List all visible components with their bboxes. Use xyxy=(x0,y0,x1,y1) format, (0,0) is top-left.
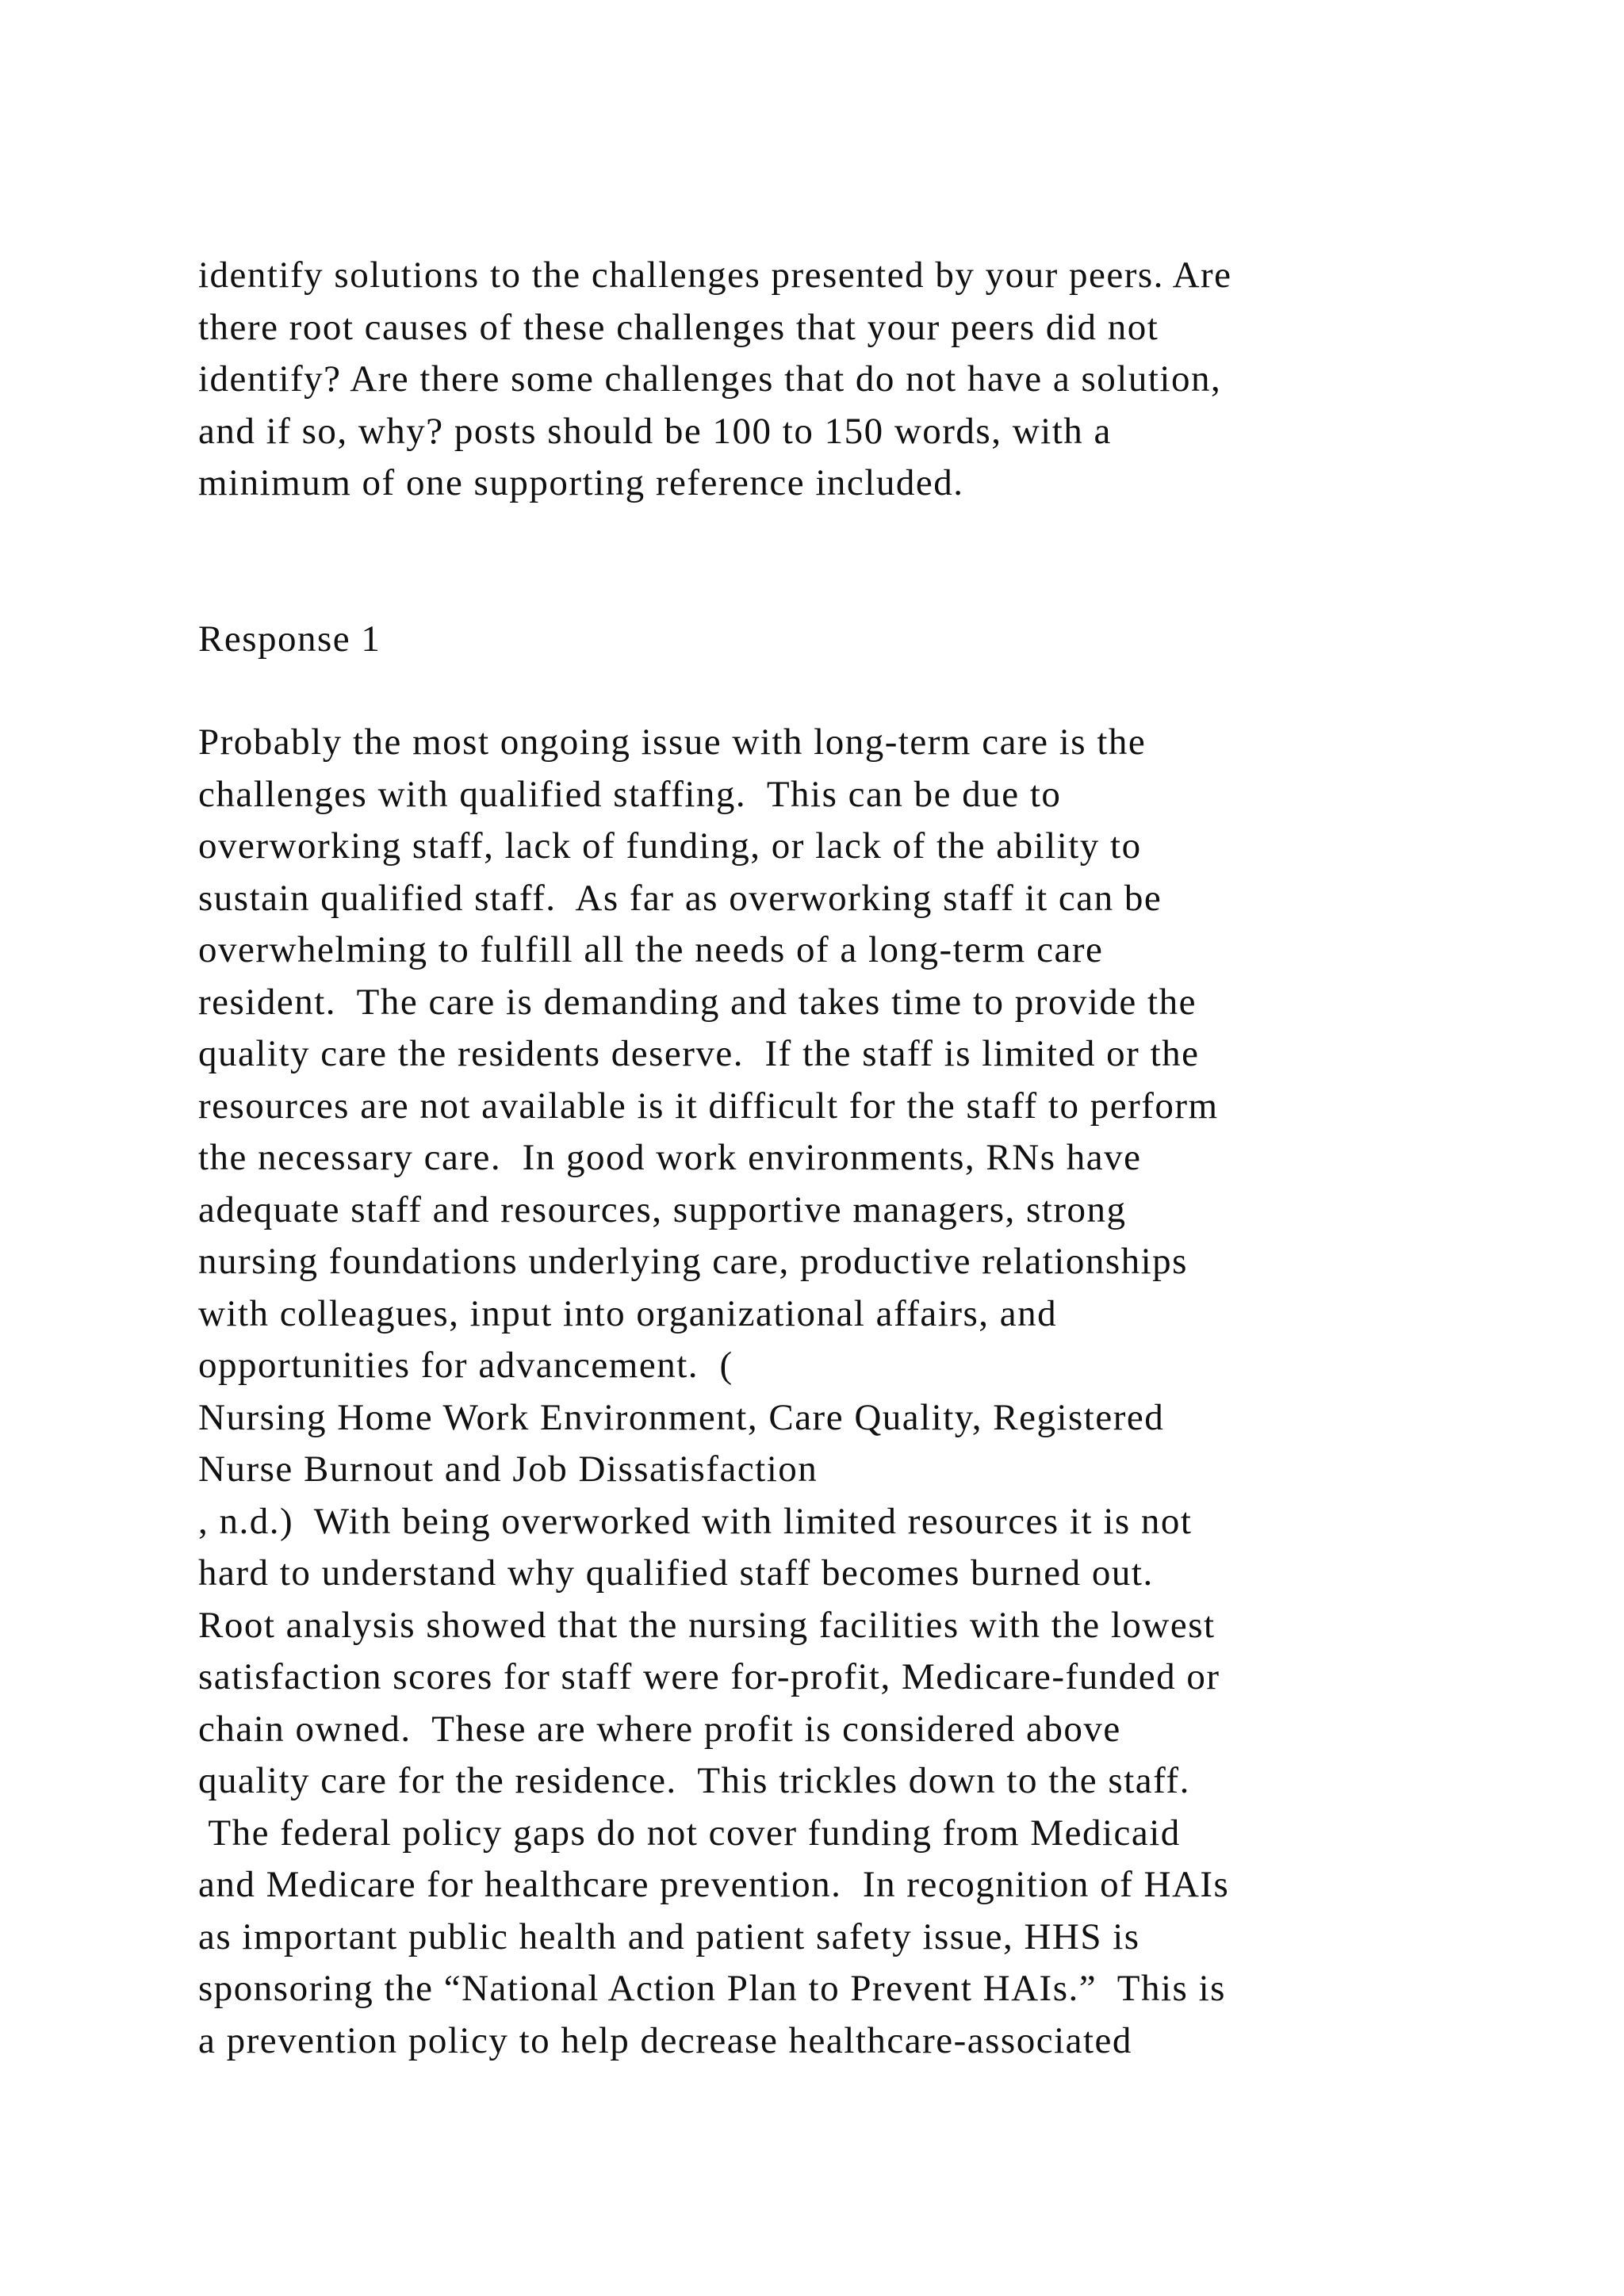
text-line: quality care the residents deserve. If the staff is limited or the xyxy=(198,1033,1200,1074)
text-line: identify? Are there some challenges that do not have a solution, xyxy=(198,358,1222,400)
response-heading: Response 1 xyxy=(198,618,381,660)
text-line: a prevention policy to help decrease healthcare-associated xyxy=(198,2019,1132,2061)
text-line: overworking staff, lack of funding, or lack of the ability to xyxy=(198,825,1142,867)
text-line: opportunities for advancement. ( xyxy=(198,1345,733,1386)
text-line: minimum of one supporting reference included. xyxy=(198,462,964,503)
citation-title-line: Nurse Burnout and Job Dissatisfaction xyxy=(198,1448,818,1490)
prompt-paragraph xyxy=(198,250,1232,510)
citation-title-line: Nursing Home Work Environment, Care Quality, Registered xyxy=(198,1396,1165,1438)
text-line: nursing foundations underlying care, productive relationships xyxy=(198,1241,1188,1282)
text-line: identify solutions to the challenges presented by your peers. Are xyxy=(198,254,1232,296)
text-line: challenges with qualified staffing. This can be due to xyxy=(198,773,1062,815)
text-line: chain owned. These are where profit is considered above xyxy=(198,1708,1121,1750)
text-line: adequate staff and resources, supportive managers, strong xyxy=(198,1188,1127,1230)
text-line: The federal policy gaps do not cover funding from Medicaid xyxy=(198,1812,1181,1854)
text-line: resident. The care is demanding and takes time to provide the xyxy=(198,981,1197,1023)
text-line: , n.d.) With being overworked with limited resources it is not xyxy=(198,1500,1193,1542)
text-line: and if so, why? posts should be 100 to 150 words, with a xyxy=(198,410,1112,452)
text-line: there root causes of these challenges that your peers did not xyxy=(198,306,1159,348)
text-line: and Medicare for healthcare prevention. In recognition of HAIs xyxy=(198,1864,1230,1905)
response-paragraph xyxy=(198,717,1229,2067)
text-line: the necessary care. In good work environments, RNs have xyxy=(198,1137,1142,1178)
text-line: as important public health and patient safety issue, HHS is xyxy=(198,1915,1140,1957)
response-heading-block xyxy=(198,614,381,666)
text-line: sustain qualified staff. As far as overworking staff it can be xyxy=(198,877,1162,919)
text-line: resources are not available is it difficult for the staff to perform xyxy=(198,1085,1219,1127)
text-line: overwhelming to fulfill all the needs of a long-term care xyxy=(198,929,1104,970)
text-line: quality care for the residence. This trickles down to the staff. xyxy=(198,1760,1190,1801)
text-line: with colleagues, input into organizational affairs, and xyxy=(198,1292,1058,1334)
text-line: hard to understand why qualified staff becomes burned out. xyxy=(198,1552,1154,1594)
text-line: sponsoring the “National Action Plan to Prevent HAIs.” This is xyxy=(198,1968,1226,2009)
text-line: satisfaction scores for staff were for-profit, Medicare-funded or xyxy=(198,1656,1220,1697)
text-line: Root analysis showed that the nursing facilities with the lowest xyxy=(198,1604,1216,1646)
text-line: Probably the most ongoing issue with long-term care is the xyxy=(198,721,1147,763)
